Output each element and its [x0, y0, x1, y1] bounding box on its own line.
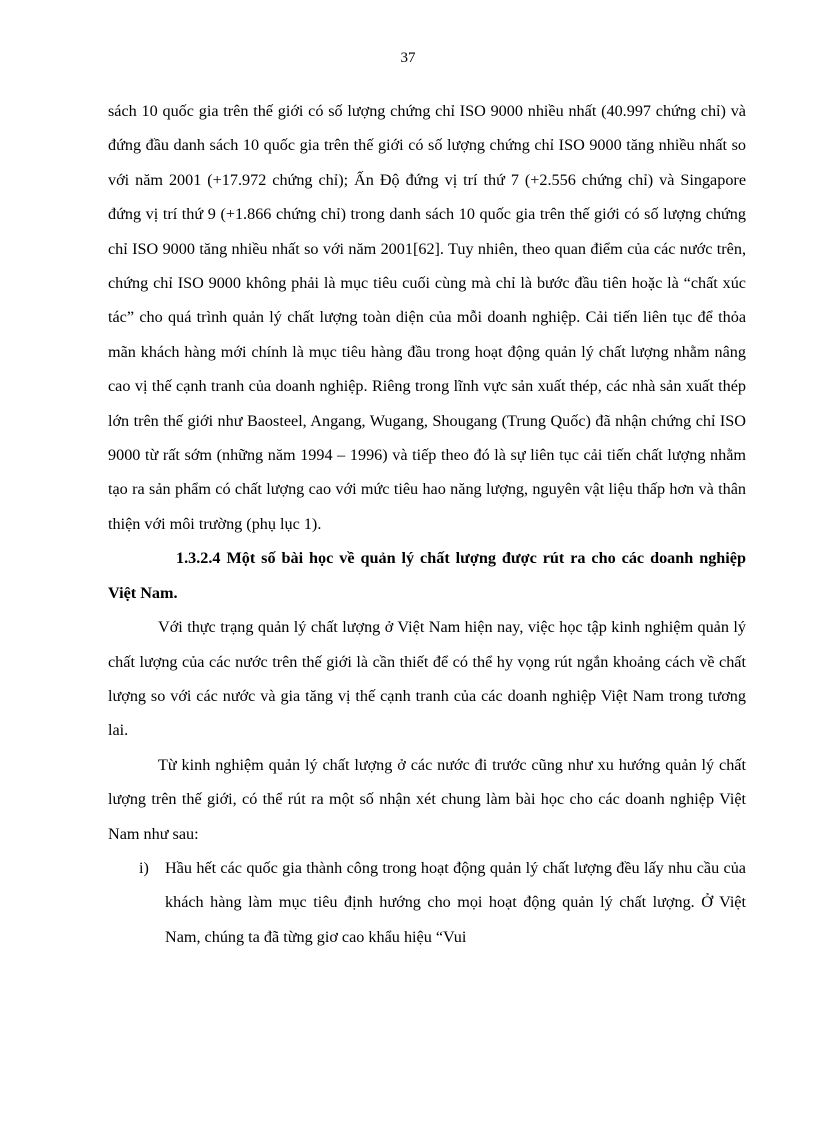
- list-item-text: Hầu hết các quốc gia thành công trong hoạt động quản lý chất lượng đều lấy nhu cầu của khách hàng làm mục tiêu định hướng cho mọi hoạt động quản lý chất lượng. Ở Việt Nam, chúng ta đã từng giơ cao khẩu hiệu “Vui: [165, 858, 746, 946]
- body-paragraph: Từ kinh nghiệm quản lý chất lượng ở các nước đi trước cũng như xu hướng quản lý chất lượng trên thế giới, có thể rút ra một số nhận xét chung làm bài học cho các doanh nghiệp Việt Nam như sau:: [108, 755, 746, 843]
- page-number: 37: [400, 50, 416, 66]
- body-paragraph: Với thực trạng quản lý chất lượng ở Việt Nam hiện nay, việc học tập kinh nghiệm quản lý chất lượng của các nước trên thế giới là cần thiết để có thể hy vọng rút ngắn khoảng cách về chất lượng so với các nước và gia tăng vị thế cạnh tranh của các doanh nghiệp Việt Nam trong tương lai.: [108, 618, 746, 740]
- body-paragraph: sách 10 quốc gia trên thế giới có số lượng chứng chỉ ISO 9000 nhiều nhất (40.997 chứng chỉ) và đứng đầu danh sách 10 quốc gia trên thế giới có số lượng chứng chỉ ISO 9000 tăng nhiều nhất so với năm 2001 (+17.972 chứng chỉ); Ấn Độ đứng vị trí thứ 7 (+2.556 chứng chỉ) và Singapore đứng vị trí thứ 9 (+1.866 chứng chỉ) trong danh sách 10 quốc gia trên thế giới có số lượng chứng chỉ ISO 9000 tăng nhiều nhất so với năm 2001[62]. Tuy nhiên, theo quan điểm của các nước trên, chứng chỉ ISO 9000 không phải là mục tiêu cuối cùng mà chỉ là bước đầu tiên hoặc là “chất xúc tác” cho quá trình quản lý chất lượng toàn diện của mỗi doanh nghiệp. Cải tiến liên tục để thỏa mãn khách hàng mới chính là mục tiêu hàng đầu trong hoạt động quản lý chất lượng nhằm nâng cao vị thế cạnh tranh của doanh nghiệp. Riêng trong lĩnh vực sản xuất thép, các nhà sản xuất thép lớn trên thế giới như Baosteel, Angang, Wugang, Shougang (Trung Quốc) đã nhận chứng chỉ ISO 9000 từ rất sớm (những năm 1994 – 1996) và tiếp theo đó là sự liên tục cải tiến chất lượng nhằm tạo ra sản phẩm có chất lượng cao với mức tiêu hao năng lượng, nguyên vật liệu thấp hơn và thân thiện với môi trường (phụ lục 1).: [108, 102, 746, 533]
- list-item: [108, 851, 746, 954]
- section-heading: 1.3.2.4 Một số bài học về quản lý chất lượng được rút ra cho các doanh nghiệp Việt Nam.: [108, 549, 746, 602]
- list-marker: i): [139, 858, 149, 877]
- document-body: [108, 94, 746, 954]
